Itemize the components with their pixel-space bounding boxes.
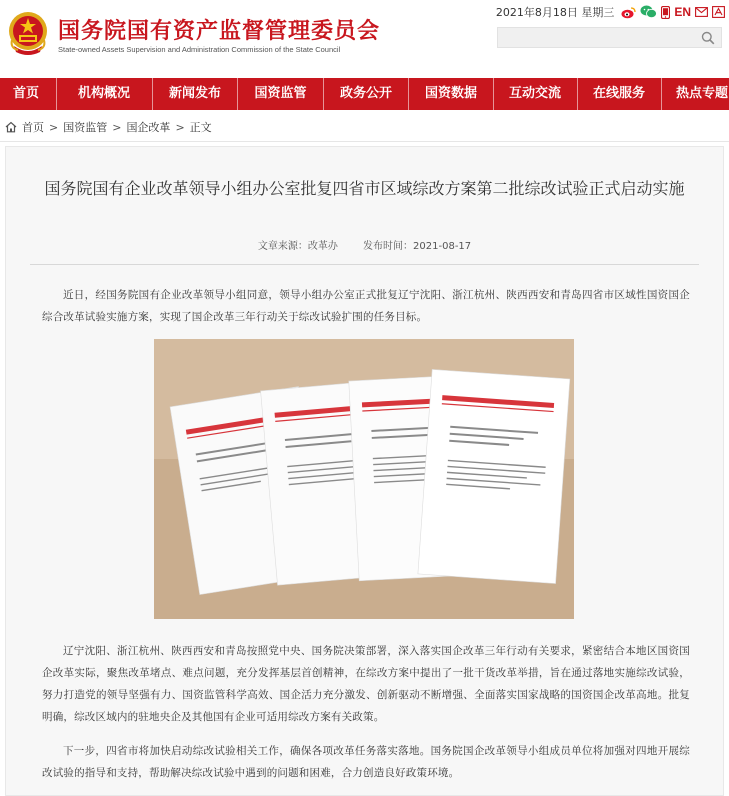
breadcrumb-current: 正文 bbox=[189, 121, 212, 134]
search-input[interactable] bbox=[498, 31, 700, 50]
english-version-link[interactable]: EN bbox=[674, 5, 691, 19]
breadcrumb bbox=[5, 118, 212, 136]
breadcrumb-separator: > bbox=[112, 120, 122, 134]
breadcrumb-reform[interactable]: 国企改革 bbox=[126, 121, 171, 134]
nav-item-online-service[interactable]: 在线服务 bbox=[592, 86, 645, 101]
breadcrumb-supervision[interactable]: 国资监管 bbox=[63, 121, 108, 134]
article-photo-documents bbox=[154, 339, 574, 619]
main-navigation bbox=[0, 78, 729, 110]
breadcrumb-divider bbox=[0, 141, 729, 142]
weibo-icon[interactable] bbox=[621, 6, 636, 19]
title-divider bbox=[30, 264, 699, 265]
top-utility-bar bbox=[496, 3, 725, 21]
nav-item-topics[interactable]: 热点专题 bbox=[675, 86, 728, 101]
article-paragraph-2: 辽宁沈阳、浙江杭州、陕西西安和青岛按照党中央、国务院决策部署，深入落实国企改革三年行动有关要求，紧密结合本地区国资国企改革实际，聚焦改革堵点、难点问题，充分发挥基层首创精神，在综改方案中提出了一批干货改革举措，旨在通过落地实施综改试验，努力打造党的领导坚强有力、国资监管科学高效、国企活力充分激发、创新驱动不断增强、全面落实国家战略的国资国企改革高地。批复明确，综改区域内的驻地央企及其他国有企业可适用综改方案有关政策。 bbox=[42, 645, 690, 723]
article-title: 国务院国有企业改革领导小组办公室批复四省市区域综改方案第二批综改试验正式启动实施 bbox=[44, 179, 685, 198]
nav-item-supervision[interactable]: 国资监管 bbox=[254, 86, 307, 101]
breadcrumb-home[interactable]: 首页 bbox=[22, 121, 44, 134]
current-date: 2021年8月18日 星期三 bbox=[495, 6, 615, 19]
article-publish-date: 发布时间：2021-08-17 bbox=[363, 241, 472, 252]
site-logo-subtitle: State-owned Assets Supervision and Administration Commission of the State Council bbox=[58, 45, 341, 54]
search-icon[interactable] bbox=[701, 31, 715, 45]
wechat-icon[interactable] bbox=[640, 5, 657, 19]
font-size-icon[interactable] bbox=[712, 6, 725, 18]
mail-icon[interactable] bbox=[695, 7, 708, 17]
search-box bbox=[497, 27, 722, 48]
nav-item-data[interactable]: 国资数据 bbox=[424, 86, 477, 101]
article-paragraph-3: 下一步，四省市将加快启动综改试验相关工作，确保各项改革任务落实落地。国务院国企改革领导小组成员单位将加强对四地开展综改试验的指导和支持，帮助解决综改试验中遇到的问题和困难，合力创造良好政策环境。 bbox=[42, 745, 690, 779]
nav-item-public-affairs[interactable]: 政务公开 bbox=[339, 86, 392, 101]
national-emblem-icon[interactable] bbox=[6, 10, 50, 58]
article-source: 文章来源：改革办 bbox=[257, 241, 338, 252]
nav-divider bbox=[56, 78, 57, 110]
site-logo-title[interactable]: 国务院国有资产监督管理委员会 bbox=[58, 18, 381, 44]
site-header bbox=[0, 0, 729, 78]
nav-item-home[interactable]: 首页 bbox=[12, 86, 39, 101]
nav-item-news[interactable]: 新闻发布 bbox=[168, 86, 221, 101]
article-paragraph-1: 近日，经国务院国有企业改革领导小组同意，领导小组办公室正式批复辽宁沈阳、浙江杭州、陕西西安和青岛四省市区域性国资国企综合改革试验实施方案，实现了国企改革三年行动关于综改试验扩围的任务目标。 bbox=[42, 289, 690, 323]
breadcrumb-separator: > bbox=[175, 120, 185, 134]
home-icon bbox=[5, 121, 17, 133]
breadcrumb-separator: > bbox=[49, 120, 59, 134]
mobile-app-icon[interactable] bbox=[661, 6, 670, 19]
nav-item-organization[interactable]: 机构概况 bbox=[77, 86, 130, 101]
nav-item-interaction[interactable]: 互动交流 bbox=[508, 86, 561, 101]
article-meta bbox=[20, 237, 709, 252]
